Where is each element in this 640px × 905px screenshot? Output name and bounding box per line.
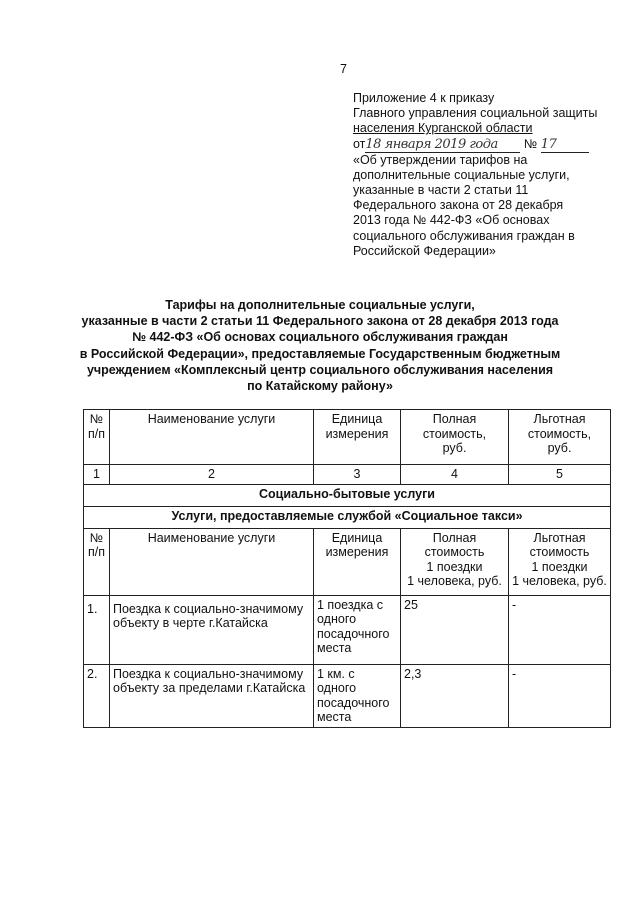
- header-text: измерения: [325, 545, 389, 559]
- table-row: [84, 664, 611, 727]
- column-number: 2: [110, 465, 314, 485]
- appendix-line: 2013 года № 442-ФЗ «Об основах: [353, 213, 550, 228]
- row-num: 2.: [84, 664, 110, 727]
- from-prefix: от: [353, 136, 366, 151]
- header-text: Единица: [331, 412, 383, 426]
- cell-text: Поездка к социально-значимому: [113, 666, 304, 681]
- header-text: 1 поездки: [426, 559, 483, 574]
- cell-text: 1 поездка с: [317, 597, 383, 612]
- appendix-line: населения Курганской области: [353, 121, 533, 136]
- page-number: 7: [340, 62, 347, 76]
- appendix-block: [353, 91, 613, 259]
- table-subheader-row: [84, 528, 611, 595]
- header-full-cost: [401, 410, 509, 465]
- column-number: 5: [509, 465, 611, 485]
- header-text: руб.: [442, 441, 467, 455]
- appendix-line: указанные в части 2 статьи 11: [353, 183, 529, 198]
- header-text: измерения: [325, 426, 389, 441]
- cell-text: одного: [317, 612, 357, 626]
- header-text: Полная: [432, 412, 477, 426]
- appendix-line: социального обслуживания граждан в: [353, 228, 575, 243]
- section-row: [84, 484, 611, 506]
- appendix-line: дополнительные социальные услуги,: [353, 167, 570, 182]
- handwritten-date: 18 января 2019 года: [365, 138, 520, 153]
- header-text: Единица: [331, 530, 383, 545]
- header-text: Наименование услуги: [147, 530, 276, 545]
- title-line: Тарифы на дополнительные социальные услуги,: [165, 298, 475, 312]
- row-pref-cost: -: [509, 664, 611, 727]
- appendix-line: Приложение 4 к приказу: [353, 91, 495, 105]
- cell-text: объекту за пределами г.Катайска: [113, 681, 306, 695]
- row-num: 1.: [84, 595, 110, 664]
- cell-text: посадочного: [317, 695, 390, 710]
- appendix-line: Российской Федерации»: [353, 243, 496, 258]
- header-text: Наименование услуги: [147, 412, 276, 426]
- appendix-line: «Об утверждении тарифов на: [353, 152, 528, 167]
- header-text: стоимость,: [422, 426, 487, 441]
- header-unit: [314, 410, 401, 465]
- header-text: 1 человека, руб.: [512, 574, 607, 588]
- appendix-date-line: [353, 137, 613, 153]
- section-row: [84, 506, 611, 528]
- title-line: по Катайскому району»: [247, 379, 393, 394]
- header-pref-cost: [509, 528, 611, 595]
- header-text: 1 поездки: [531, 559, 588, 574]
- header-text: №: [89, 530, 104, 545]
- header-name: [110, 528, 314, 595]
- column-number: 1: [84, 465, 110, 485]
- header-text: Полная: [432, 530, 477, 545]
- cell-text: 1 км. с одного: [317, 666, 357, 695]
- header-text: №: [89, 412, 104, 426]
- header-pref-cost: [509, 410, 611, 465]
- row-unit: [314, 664, 401, 727]
- table-row: [84, 595, 611, 664]
- header-text: Льготная: [533, 530, 586, 545]
- title-line: № 442-ФЗ «Об основах социального обслуживания граждан: [132, 330, 508, 345]
- header-text: Льготная: [533, 412, 586, 426]
- cell-text: места: [317, 710, 352, 724]
- header-text: руб.: [547, 441, 572, 455]
- title-line: учреждением «Комплексный центр социального обслуживания населения: [86, 362, 554, 377]
- header-text: стоимость: [424, 545, 485, 559]
- header-name: [110, 410, 314, 465]
- header-text: 1 человека, руб.: [407, 574, 502, 588]
- header-text: стоимость: [529, 545, 590, 559]
- header-unit: [314, 528, 401, 595]
- cell-text: объекту в черте г.Катайска: [113, 616, 268, 630]
- row-unit: [314, 595, 401, 664]
- header-text: п/п: [87, 426, 105, 441]
- handwritten-number: 17: [541, 138, 589, 153]
- header-num: [84, 410, 110, 465]
- column-number: 3: [314, 465, 401, 485]
- row-pref-cost: -: [509, 595, 611, 664]
- column-numbers-row: [84, 465, 611, 485]
- cell-text: места: [317, 641, 352, 655]
- row-full-cost: 2,3: [401, 664, 509, 727]
- header-text: п/п: [87, 545, 105, 559]
- cell-text: посадочного: [317, 626, 390, 641]
- section-title: Социально-бытовые услуги: [84, 484, 611, 506]
- table-header-row: [84, 410, 611, 465]
- header-text: стоимость,: [527, 426, 592, 441]
- row-name: [110, 595, 314, 664]
- tariffs-table: [83, 409, 611, 728]
- title-line: указанные в части 2 статьи 11 Федерального закона от 28 декабря 2013 года: [81, 314, 559, 329]
- column-number: 4: [401, 465, 509, 485]
- title-line: в Российской Федерации», предоставляемые Государственным бюджетным: [79, 346, 561, 361]
- cell-text: Поездка к социально-значимому: [113, 601, 304, 616]
- row-full-cost: 25: [401, 595, 509, 664]
- header-num: [84, 528, 110, 595]
- number-prefix: №: [523, 136, 538, 151]
- document-title: [60, 297, 580, 394]
- appendix-line: Федерального закона от 28 декабря: [353, 198, 564, 213]
- subsection-title: Услуги, предоставляемые службой «Социальное такси»: [84, 506, 611, 528]
- header-full-cost: [401, 528, 509, 595]
- row-name: [110, 664, 314, 727]
- appendix-line: Главного управления социальной защиты: [353, 106, 598, 121]
